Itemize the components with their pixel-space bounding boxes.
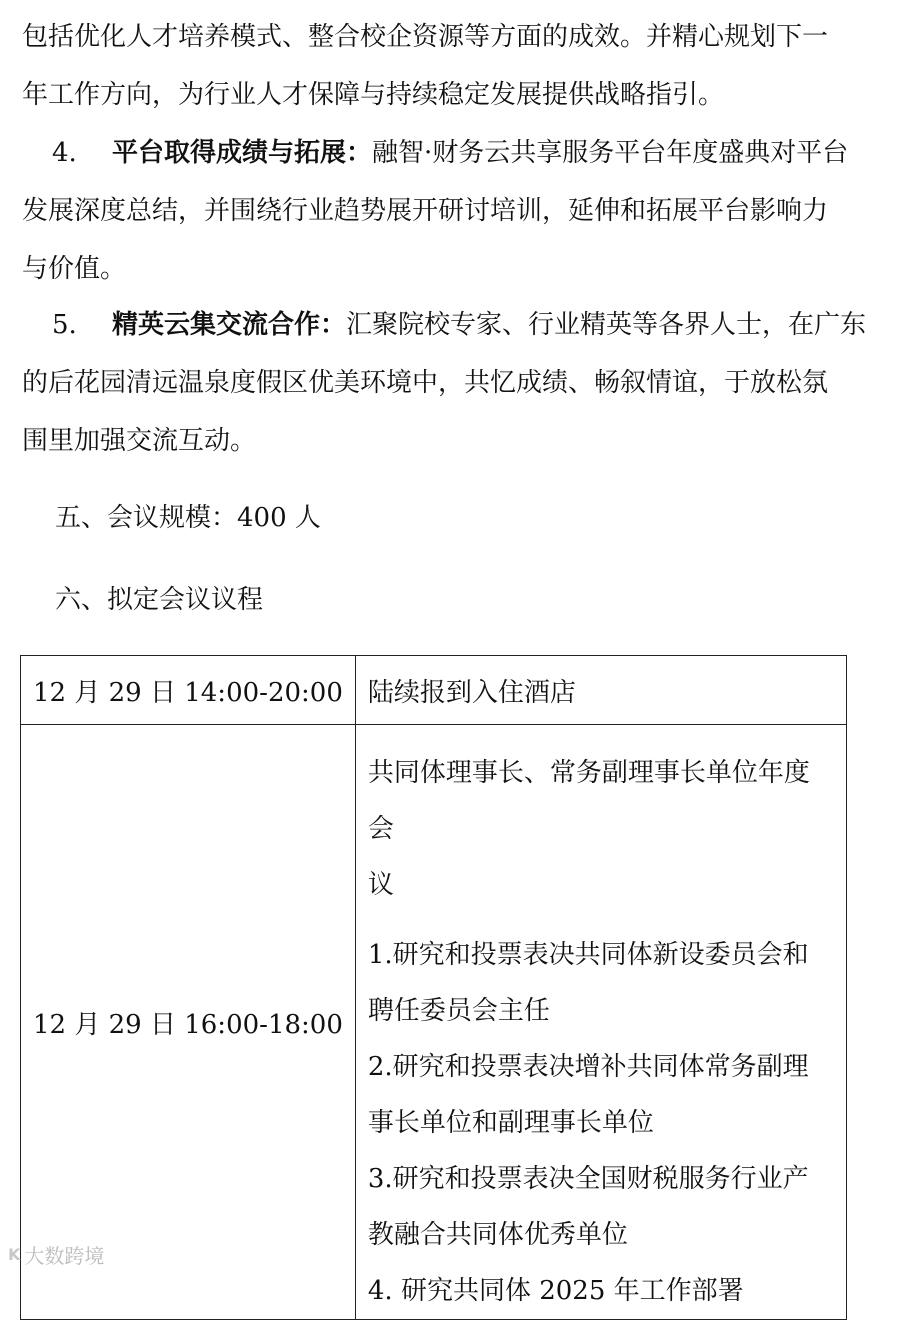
paragraph-intro (22, 8, 884, 124)
agenda-item-line: 1.研究和投票表决共同体新设委员会和 (367, 940, 809, 970)
item-colon: ： (320, 310, 347, 340)
item-number: 5. (52, 310, 77, 340)
watermark (8, 1240, 104, 1269)
agenda-item-3 (368, 1151, 834, 1263)
watermark-logo-icon: K (8, 1245, 21, 1264)
paragraph-line: 与价值。 (22, 254, 127, 284)
table-row (21, 725, 847, 1320)
agenda-content-cell (355, 725, 846, 1320)
agenda-item-line: 2.研究和投票表决增补共同体常务副理 (367, 1052, 809, 1082)
section-label: 五、会议规模： (55, 503, 238, 533)
agenda-item-line: 3.研究和投票表决全国财税服务行业产 (367, 1164, 809, 1194)
paragraph-item-5 (22, 296, 884, 470)
meeting-title-line: 共同体理事长、常务副理事长单位年度会 (367, 758, 810, 844)
agenda-item-4 (368, 1263, 834, 1319)
section-label: 六、拟定会议议程 (55, 585, 264, 615)
agenda-item-1 (368, 927, 834, 1039)
meeting-title-line: 议 (367, 870, 394, 900)
agenda-content-cell: 陆续报到入住酒店 (355, 656, 846, 725)
agenda-item-line: 事长单位和副理事长单位 (367, 1108, 654, 1138)
agenda-time-cell: 12 月 29 日 14:00-20:00 (21, 656, 356, 725)
item-title: 精英云集交流合作 (112, 310, 321, 340)
attendee-count: 400 人 (237, 503, 321, 533)
paragraph-line: 的后花园清远温泉度假区优美环境中，共忆成绩、畅叙情谊，于放松氛 (22, 368, 829, 398)
agenda-item-line: 聘任委员会主任 (367, 996, 550, 1026)
watermark-text: 大数跨境 (24, 1244, 105, 1268)
agenda-table (20, 655, 847, 1320)
item-title: 平台取得成绩与拓展 (112, 138, 347, 168)
item-colon: ： (346, 138, 373, 168)
paragraph-line: 汇聚院校专家、行业精英等各界人士，在广东 (346, 310, 867, 340)
paragraph-item-4 (22, 124, 884, 298)
agenda-item-2 (368, 1039, 834, 1151)
section-heading-scale (55, 498, 321, 538)
paragraph-line: 包括优化人才培养模式、整合校企资源等方面的成效。并精心规划下一 (22, 22, 829, 52)
paragraph-line: 年工作方向，为行业人才保障与持续稳定发展提供战略指引。 (22, 80, 725, 110)
paragraph-line: 发展深度总结，并围绕行业趋势展开研讨培训，延伸和拓展平台影响力 (22, 196, 829, 226)
item-number: 4. (52, 138, 77, 168)
paragraph-line: 融智·财务云共享服务平台年度盛典对平台 (372, 138, 849, 168)
table-row (21, 656, 847, 725)
section-heading-agenda (55, 580, 263, 620)
paragraph-line: 围里加强交流互动。 (22, 426, 257, 456)
agenda-time-cell: 12 月 29 日 16:00-18:00 (21, 725, 356, 1320)
agenda-item-line: 教融合共同体优秀单位 (367, 1220, 628, 1250)
agenda-item-line: 4. 研究共同体 2025 年工作部署 (367, 1276, 744, 1306)
